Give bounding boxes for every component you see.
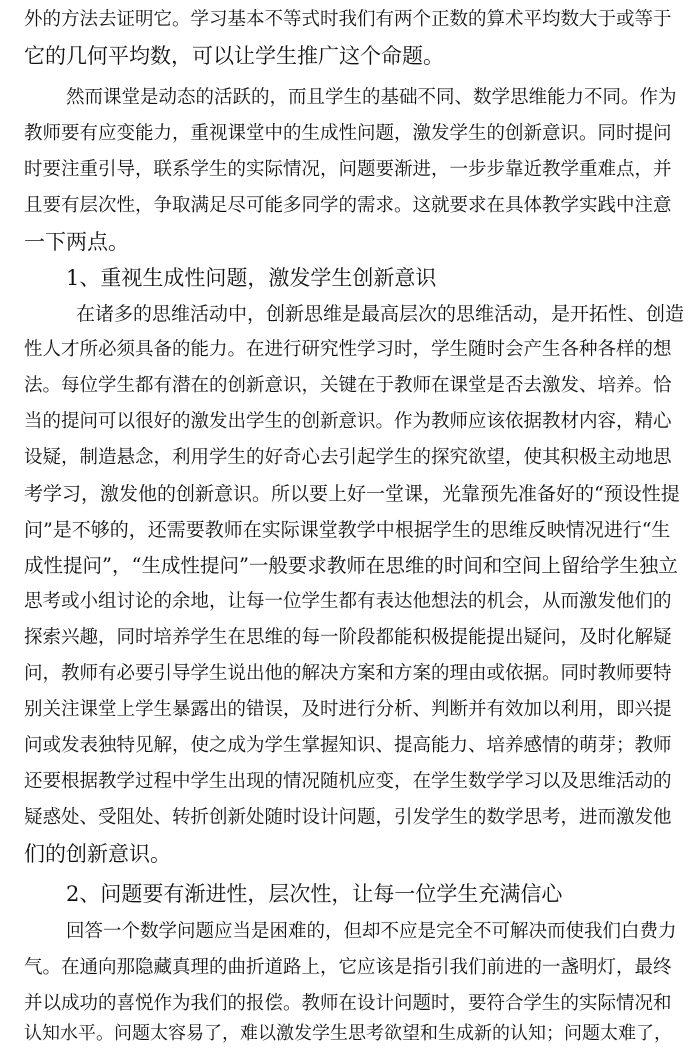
text-line: 疑惑处、受阻处、转折创新处随时设计问题，引发学生的数学思考，进而激发他	[24, 807, 672, 828]
text-line: 在诸多的思维活动中，创新思维是最高层次的思维活动，是开拓性、创造	[76, 303, 685, 325]
text-line: 成性提问”，“生成性提问”一般要求教师在思维的时间和空间上留给学生独立	[24, 554, 678, 577]
text-line: 还要根据教学过程中学生出现的情况随机应变，在学生数学学习以及思维活动的	[24, 771, 672, 792]
text-line: 回答一个数学问题应当是困难的，但却不应是完全不可解决而使我们白费力	[66, 921, 677, 942]
text-line: 思考或小组讨论的余地，让每一位学生都有表达他想法的机会，从而激发他们的	[24, 591, 672, 612]
text-line: 探索兴趣，同时培养学生在思维的每一阶段都能积极提能提出疑问，及时化解疑	[24, 627, 672, 648]
text-line: 性人才所必须具备的能力。在进行研究性学习时，学生随时会产生各种各样的想	[24, 339, 672, 360]
text-line: 然而课堂是动态的活跃的，而且学生的基础不同、数学思维能力不同。作为	[66, 87, 677, 108]
text-line: 考学习，激发他的创新意识。所以要上好一堂课，光靠预先准备好的“预设性提	[24, 483, 680, 505]
text-line: 外的方法去证明它。学习基本不等式时我们有两个正数的算术平均数大于或等于	[24, 9, 672, 30]
text-line: 认知水平。问题太容易了，难以激发学生思考欲望和生成新的认知；问题太难了，	[24, 1023, 672, 1044]
text-line: 当的提问可以很好的激发出学生的创新意识。作为教师应该依据教材内容，精心	[24, 411, 672, 432]
text-line: 并以成功的喜悦作为我们的报偿。教师在设计问题时，要符合学生的实际情况和	[24, 993, 672, 1014]
text-line: 一下两点。	[24, 230, 129, 254]
section-heading: 2、问题要有渐进性，层次性，让每一位学生充满信心	[66, 882, 563, 906]
text-line: 别关注课堂上学生暴露出的错误，及时进行分析、判断并有效加以利用，即兴提	[24, 699, 672, 720]
text-line: 气。在通向那隐藏真理的曲折道路上，它应该是指引我们前进的一盏明灯，最终	[24, 957, 672, 978]
text-line: 法。每位学生都有潜在的创新意识，关键在于教师在课堂是否去激发、培养。恰	[24, 375, 672, 396]
section-heading: 1、重视生成性问题，激发学生创新意识	[66, 266, 437, 290]
text-line: 问，教师有必要引导学生说出他的解决方案和方案的理由或依据。同时教师要特	[24, 663, 672, 684]
text-line: 时要注重引导，联系学生的实际情况，问题要渐进，一步步靠近教学重难点，并	[24, 159, 672, 180]
text-line: 们的创新意识。	[24, 842, 171, 866]
text-line: 设疑，制造悬念，利用学生的好奇心去引起学生的探究欲望，使其积极主动地思	[24, 447, 672, 468]
text-line: 它的几何平均数，可以让学生推广这个命题。	[24, 44, 444, 68]
text-line: 且要有层次性，争取满足尽可能多同学的需求。这就要求在具体教学实践中注意	[24, 195, 672, 216]
text-line: 问”是不够的，还需要教师在实际课堂教学中根据学生的思维反映情况进行“生	[24, 519, 671, 541]
text-line: 问或发表独特见解，使之成为学生掌握知识、提高能力、培养感情的萌芽；教师	[24, 735, 672, 756]
text-line: 教师要有应变能力，重视课堂中的生成性问题，激发学生的创新意识。同时提问	[24, 123, 672, 144]
